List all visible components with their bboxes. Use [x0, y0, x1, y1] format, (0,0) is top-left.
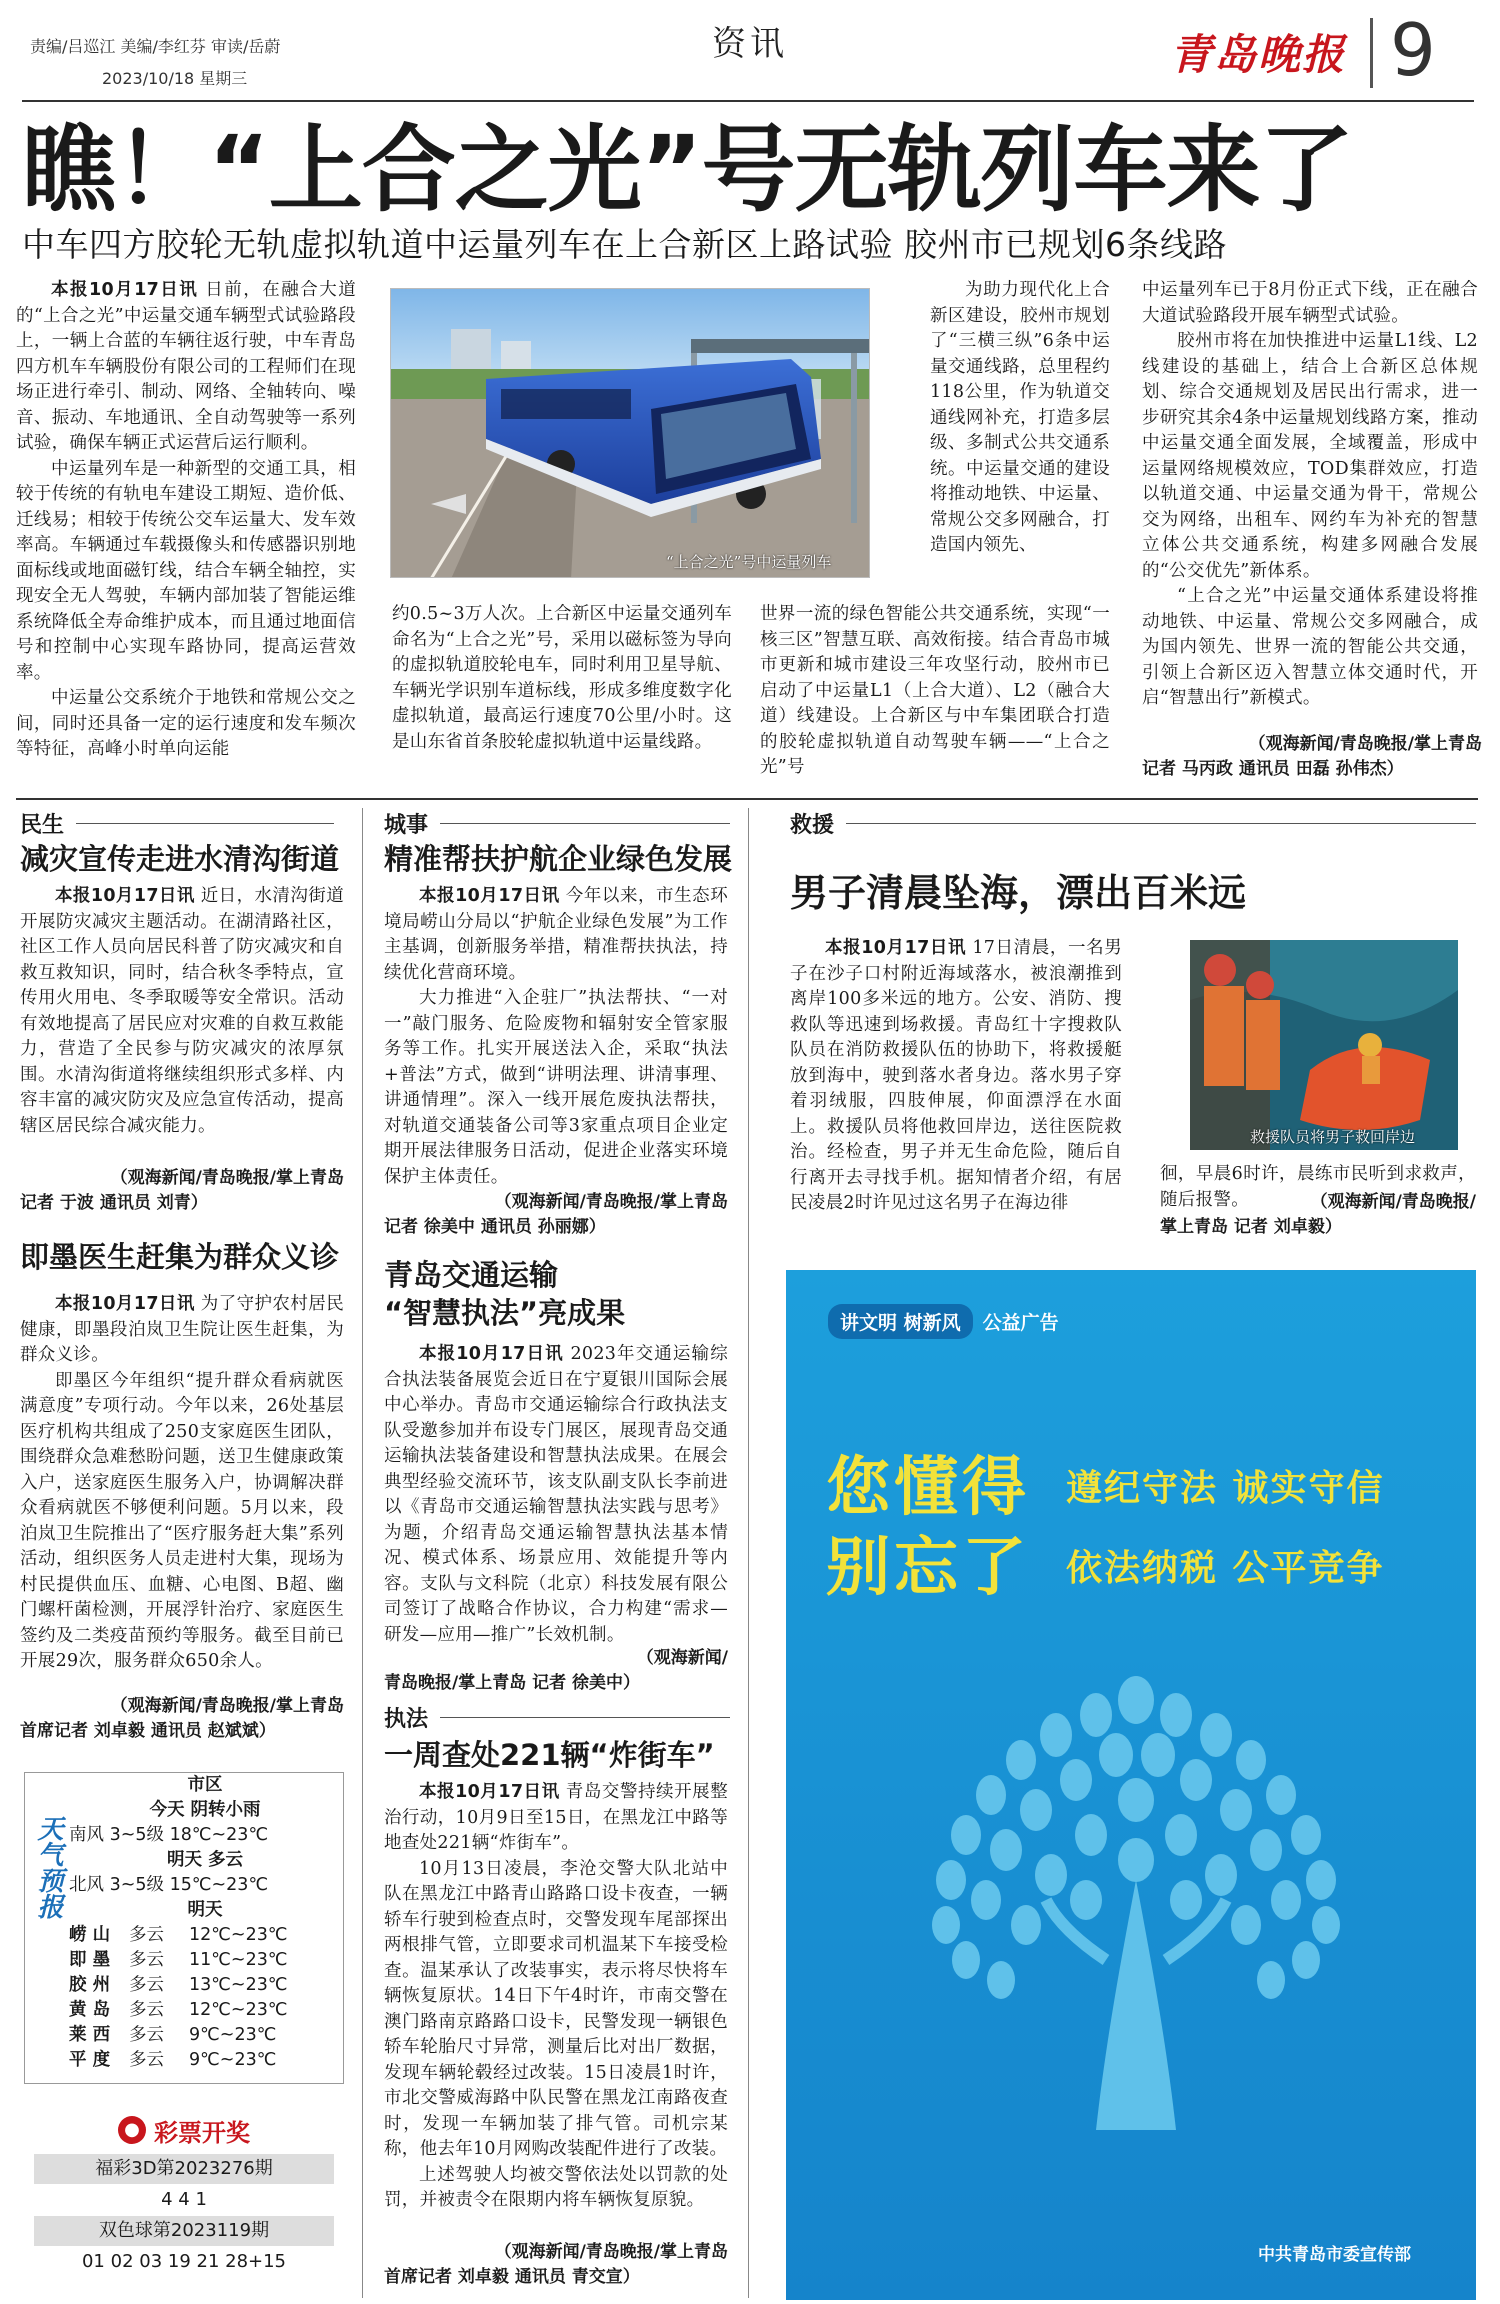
- a2-body: [20, 1292, 344, 1675]
- a3-body: [384, 884, 728, 1190]
- a1-body: [20, 884, 344, 1139]
- hands-tree-icon: [906, 1660, 1366, 2220]
- lottery-title: 彩票开奖: [154, 2118, 250, 2147]
- rescue-photo-caption: 救援队员将男子救回岸边: [1250, 1128, 1416, 1146]
- a4-title-line-1: 青岛交通运输: [384, 1258, 559, 1292]
- a2-credit-2: 首席记者 刘卓毅 通讯员 赵斌斌）: [20, 1721, 276, 1741]
- district-name: 平 度: [69, 2050, 111, 2070]
- weather-box: [24, 1772, 344, 2084]
- lead-subheadline: 中车四方胶轮无轨虚拟轨道中运量列车在上合新区上路试验 胶州市已规划6条线路: [22, 225, 1227, 264]
- weather-district-row: [69, 2023, 341, 2048]
- weather-city: 市区: [187, 1775, 223, 1795]
- section-name: 资讯: [712, 24, 788, 64]
- a6-tag-rule: [846, 823, 1476, 824]
- district-name: 黄 岛: [69, 2000, 111, 2020]
- lead-col-2: [392, 602, 732, 755]
- district-name: 胶 州: [69, 1975, 111, 1995]
- a5-para-1: 青岛交警持续开展整治行动，10月9日至15日，在黑龙江中路等地查处221辆“炸街车”。: [384, 1782, 729, 1853]
- district-sky: 多云: [129, 1925, 164, 1945]
- a4-title-line-2: “智慧执法”亮成果: [384, 1296, 626, 1330]
- district-sky: 多云: [129, 1950, 164, 1970]
- a3-credit-1: （观海新闻/青岛晚报/掌上青岛: [494, 1192, 728, 1212]
- district-temp: 9℃~23℃: [189, 2025, 277, 2045]
- ad-small-1: 遵纪守法 诚实守信: [1066, 1468, 1385, 1509]
- district-temp: 11℃~23℃: [189, 1950, 288, 1970]
- a3-credit: [384, 1190, 728, 1240]
- weather-district-row: [69, 2048, 341, 2073]
- a1-dateline: 本报10月17日讯: [55, 886, 195, 906]
- masthead-divider: [1370, 18, 1373, 88]
- weather-today-wind: 南风: [69, 1825, 104, 1845]
- district-sky: 多云: [129, 2000, 164, 2020]
- lead-para-7: “上合之光”中运量交通体系建设将推动地铁、中运量、常规公交多网融合，成为国内领先、世界一流的智能公共交通，引领上合新区迈入智慧立体交通时代，开启“智慧出行”新模式。: [1142, 586, 1478, 708]
- lead-para-3: 中运量公交系统介于地铁和常规公交之间，同时还具备一定的运行速度和发车频次等特征，高峰小时单向运能: [16, 688, 356, 759]
- a4-para-1: 2023年交通运输综合执法装备展览会近日在宁夏银川国际会展中心举办。青岛市交通运输综合行政执法支队受邀参加并布设专门展区，展现青岛交通运输执法装备建设和智慧执法成果。在展会典型经验交流环节，该支队副支队长李前进以《青岛市交通运输智慧执法实践与思考》为题，介绍青岛交通运输智慧执法基本情况、模式体系、场景应用、效能提升等内容。支队与文科院（北京）科技发展有限公司签订了战略合作协议，合力构建“需求—研发—应用—推广”长效机制。: [384, 1344, 728, 1645]
- a2-para-1: 为了守护农村居民健康，即墨段泊岚卫生院让医生赶集，为群众义诊。: [20, 1294, 344, 1365]
- lead-col-4: [1142, 278, 1478, 712]
- a4-credit-1: （观海新闻/: [636, 1648, 728, 1668]
- lead-credit-2: 记者 马丙政 通讯员 田磊 孙伟杰）: [1142, 759, 1404, 779]
- a3-dateline: 本报10月17日讯: [419, 886, 560, 906]
- a5-credit-2: 首席记者 刘卓毅 通讯员 青交宣）: [384, 2267, 640, 2287]
- lead-col-3b: [760, 602, 1110, 781]
- a5-para-3: 上述驾驶人均被交警依法处以罚款的处罚，并被责令在限期内将车辆恢复原貌。: [384, 2164, 728, 2210]
- fc3d-numbers: 4 4 1: [161, 2189, 207, 2210]
- district-temp: 13℃~23℃: [189, 1975, 288, 1995]
- a6-section-tag: 救援: [790, 813, 835, 838]
- lead-para-1: 日前，在融合大道的“上合之光”中运量交通车辆型式试验路段上，一辆上合蓝的车辆往返行驶，中车青岛四方机车车辆股份有限公司的工程师们在现场正进行牵引、制动、网络、全轴转向、噪音、振动、车地通讯、全自动驾驶等一系列试验，确保车辆正式运营后运行顺利。: [16, 280, 356, 453]
- lottery-header: [34, 2112, 334, 2148]
- lead-col-1: [16, 278, 356, 763]
- weather-tomorrow: 明天 多云: [166, 1850, 244, 1870]
- a6-dateline: 本报10月17日讯: [825, 938, 967, 958]
- a5-para-2: 10月13日凌晨，李沧交警大队北站中队在黑龙江中路青山路路口设卡夜查，一辆轿车行驶到检查点时，交警发现车尾部探出两根排气管，立即要求司机温某下车接受检查。温某承认了改装事实，表示将尽快将车辆恢复原状。14日下午4时许，市南交警在澳门路南京路路口设卡，民警发现一辆银色轿车轮胎尺寸异常，测量后比对出厂数据，发现车辆轮毂经过改装。15日凌晨1时许，市北交警威海路中队民警在黑龙江南路夜查时，发现一车辆加装了排气管。司机宗某称，他去年10月网购改装配件进行了改装。: [384, 1858, 728, 2159]
- paper-name-logo: 青岛晚报: [1170, 30, 1347, 79]
- a5-credit-1: （观海新闻/青岛晚报/掌上青岛: [494, 2242, 728, 2262]
- a6-para-1: 17日清晨，一名男子在沙子口村附近海域落水，被浪潮推到离岸100多米远的地方。公安、消防、搜救队等迅速到场救援。青岛红十字搜救队队员在消防救援队伍的协助下，将救援艇放到海中，驶到落水者身边。落水男子穿着羽绒服，四肢伸展，仰面漂浮在水面上。救援队员将他救回岸边，送往医院救治。经检查，男子并无生命危险，随后自行离开去寻找手机。据知情者介绍，有居民凌晨2时许见过这名男子在海边徘: [790, 938, 1122, 1213]
- lead-credit-1: （观海新闻/青岛晚报/掌上青岛: [1248, 734, 1482, 754]
- ssq-numbers: 01 02 03 19 21 28+15: [81, 2251, 287, 2272]
- lead-photo-caption: “上合之光”号中运量列车: [666, 553, 832, 571]
- a4-title: [384, 1256, 625, 1332]
- a4-credit-2: 青岛晚报/掌上青岛 记者 徐美中）: [384, 1673, 641, 1693]
- ad-small-2: 依法纳税 公平竞争: [1066, 1548, 1385, 1589]
- a6-credit-2: 掌上青岛 记者 刘卓毅）: [1160, 1217, 1342, 1237]
- weather-district-row: [69, 1973, 341, 1998]
- a1-credit: [20, 1166, 344, 1216]
- lead-headline: 瞧！“上合之光”号无轨列车来了: [22, 116, 1353, 225]
- ad-sponsor: 中共青岛市委宣传部: [1258, 2245, 1411, 2265]
- a1-section-tag: 民生: [20, 813, 65, 838]
- lead-bottom-rule: [16, 798, 1478, 800]
- ad-big-1: 您懂得: [826, 1451, 1030, 1525]
- rescue-illustration: [1190, 940, 1458, 1150]
- weather-tomorrow-wind: 北风: [69, 1875, 104, 1895]
- a2-credit-1: （观海新闻/青岛晚报/掌上青岛: [110, 1696, 344, 1716]
- weather-today-temp: 18℃~23℃: [169, 1825, 269, 1845]
- weather-tomorrow-row: [69, 1873, 341, 1898]
- ssq-label: 双色球第2023119期: [34, 2216, 334, 2246]
- a3-para-1: 今年以来，市生态环境局崂山分局以“护航企业绿色发展”为工作主基调，创新服务举措，精准帮扶执法，持续优化营商环境。: [384, 886, 729, 983]
- district-temp: 12℃~23℃: [189, 2000, 288, 2020]
- weather-side-title: 天气预报: [33, 1815, 63, 1919]
- lead-para-5: 中运量列车已于8月份正式下线，正在融合大道试验路段开展车辆型式试验。: [1142, 280, 1478, 326]
- district-sky: 多云: [129, 1975, 164, 1995]
- a6-credit-1: （观海新闻/青岛晚报/: [1310, 1192, 1476, 1212]
- a1-para-1: 近日，水清沟街道开展防灾减灾主题活动。在湖清路社区，社区工作人员向居民科普了防灾减灾和自救互救知识，同时，结合秋冬季特点，宣传用火用电、冬季取暖等安全常识。活动有效地提高了居民应对灾难的自救互救能力，营造了全民参与防灾减灾的浓厚氛围。水清沟街道将继续组织形式多样、内容丰富的减灾防灾及应急宣传活动，提高辖区居民综合减灾能力。: [20, 886, 344, 1136]
- weather-district-row: [69, 1923, 341, 1948]
- a6-title: 男子清晨坠海，漂出百米远: [790, 871, 1247, 915]
- district-name: 莱 西: [69, 2025, 111, 2045]
- lead-para-6: 胶州市将在加快推进中运量L1线、L2线建设的基础上，结合上合新区总体规划、综合交通规划及居民出行需求，进一步研究其余4条中运量规划线路方案，推动中运量交通全面发展，全域覆盖，形成中运量网络规模效应，TOD集群效应，打造以轨道交通、中运量交通为骨干，常规公交为网络，出租车、网约车为补充的智慧立体公共交通系统，构建多网融合发展的“公交优先”新体系。: [1142, 331, 1478, 581]
- col1-divider: [362, 808, 363, 2298]
- a6-para-1b: 徊，早晨6时许，晨练市民听到求救声，随后报警。: [1160, 1164, 1476, 1210]
- col2-divider: [748, 808, 749, 2298]
- a1-credit-1: （观海新闻/青岛晚报/掌上青岛: [110, 1168, 344, 1188]
- a1-title: 减灾宣传走进水清沟街道: [20, 842, 340, 876]
- a5-dateline: 本报10月17日讯: [419, 1782, 560, 1802]
- a3-tag-rule: [440, 823, 730, 824]
- lead-para-4b: 世界一流的绿色智能公共交通系统，实现“一核三区”智慧互联、高效衔接。结合青岛市城市更新和城市建设三年攻坚行动，胶州市已启动了中运量L1（上合大道）、L2（融合大道）线建设。上合新区与中车集团联合打造的胶轮虚拟轨道自动驾驶车辆——“上合之光”号: [760, 604, 1110, 777]
- weather-district-row: [69, 1948, 341, 1973]
- weather-tomorrow-2: 明天: [187, 1900, 223, 1920]
- a4-dateline: 本报10月17日讯: [419, 1344, 564, 1364]
- a2-credit: [20, 1694, 344, 1744]
- page-number: 9: [1390, 8, 1436, 92]
- a5-body: [384, 1780, 728, 2214]
- ad-tag-label: 公益广告: [982, 1312, 1059, 1334]
- ad-big-2: 别忘了: [826, 1531, 1030, 1605]
- lead-dateline: 本报10月17日讯: [51, 280, 199, 300]
- a3-section-tag: 城事: [384, 813, 429, 838]
- ad-tag: [828, 1304, 1059, 1339]
- a2-title: 即墨医生赶集为群众义诊: [20, 1240, 340, 1274]
- public-service-ad: [786, 1270, 1476, 2300]
- lead-para-2: 中运量列车是一种新型的交通工具，相较于传统的有轨电车建设工期短、造价低、迁线易；相较于传统公交车运量大、发车效率高。车辆通过车载摄像头和传感器识别地面标线或地面磁钉线，结合车辆全轴控，实现安全无人驾驶，车辆内部加装了智能运维系统降低全寿命维护成本，而且通过地面信号和控制中心实现车路协同，提高运营效率。: [16, 458, 356, 683]
- lottery-box: [34, 2112, 334, 2296]
- district-temp: 9℃~23℃: [189, 2050, 277, 2070]
- weather-today-level: 3~5级: [109, 1825, 165, 1845]
- district-temp: 12℃~23℃: [189, 1925, 288, 1945]
- train-illustration: [391, 289, 870, 578]
- district-name: 即 墨: [69, 1950, 111, 1970]
- ad-tag-pill: 讲文明 树新风: [828, 1304, 973, 1339]
- lead-photo: [390, 288, 870, 578]
- a5-section-tag: 执法: [384, 1707, 429, 1732]
- a4-body: [384, 1342, 728, 1648]
- weather-today: 今天 阴转小雨: [149, 1800, 261, 1820]
- weather-tomorrow-level: 3~5级: [109, 1875, 165, 1895]
- a4-credit: [384, 1646, 728, 1696]
- lead-col-3: [930, 278, 1110, 559]
- a1-tag-rule: [76, 823, 334, 824]
- masthead-rule: [22, 100, 1474, 102]
- editor-credits: 责编/吕巡江 美编/李红芬 审读/岳蔚: [30, 37, 281, 56]
- a5-credit: [384, 2240, 728, 2290]
- a3-title: 精准帮扶护航企业绿色发展: [384, 842, 733, 876]
- a3-para-2: 大力推进“入企驻厂”执法帮扶、“一对一”敲门服务、危险废物和辐射安全管家服务等工作。扎实开展送法入企，采取“执法+普法”方式，做到“讲明法理、讲清事理、讲通情理”。深入一线开展危废执法帮扶，对轨道交通装备公司等3家重点项目企业定期开展法律服务日活动，促进企业落实环境保护主体责任。: [384, 988, 728, 1187]
- weather-today-row: [69, 1823, 341, 1848]
- weather-tomorrow-temp: 15℃~23℃: [169, 1875, 269, 1895]
- district-name: 崂 山: [69, 1925, 111, 1945]
- a6-body: [790, 936, 1122, 1217]
- lead-credit: [1142, 732, 1482, 782]
- weather-district-row: [69, 1998, 341, 2023]
- a5-tag-rule: [440, 1717, 730, 1718]
- a1-credit-2: 记者 于波 通讯员 刘青）: [20, 1193, 208, 1213]
- lead-para-4: 为助力现代化上合新区建设，胶州市规划了“三横三纵”6条中运量交通线路，总里程约118公里，作为轨道交通线网补充，打造多层级、多制式公共交通系统。中运量交通的建设将推动地铁、中运量、常规公交多网融合，打造国内领先、: [930, 280, 1110, 555]
- issue-date: 2023/10/18 星期三: [102, 69, 248, 88]
- a2-para-2: 即墨区今年组织“提升群众看病就医满意度”专项行动。今年以来，26处基层医疗机构共组成了250支家庭医生团队，围绕群众急难愁盼问题，送卫生健康政策入户，送家庭医生服务入户，协调解决群众看病就医不够便利问题。5月以来，段泊岚卫生院推出了“医疗服务赶大集”系列活动，组织医务人员走进村大集，现场为村民提供血压、血糖、心电图、B超、幽门螺杆菌检测，开展浮针治疗、家庭医生签约及二类疫苗预约等服务。截至目前已开展29次，服务群众650余人。: [20, 1370, 344, 1671]
- rescue-photo: [1190, 940, 1458, 1150]
- fc3d-label: 福彩3D第2023276期: [34, 2154, 334, 2184]
- a5-title: 一周查处221辆“炸街车”: [384, 1738, 715, 1772]
- lottery-icon: ●: [118, 2116, 146, 2144]
- a2-dateline: 本报10月17日讯: [55, 1294, 195, 1314]
- lead-para-3b: 约0.5~3万人次。上合新区中运量交通列车命名为“上合之光”号，采用以磁标签为导向的虚拟轨道胶轮电车，同时利用卫星导航、车辆光学识别车道标线，形成多维度数字化虚拟轨道，最高运行速度70公里/小时。这是山东省首条胶轮虚拟轨道中运量线路。: [392, 604, 732, 752]
- a3-credit-2: 记者 徐美中 通讯员 孙丽娜）: [384, 1217, 606, 1237]
- district-sky: 多云: [129, 2050, 164, 2070]
- district-sky: 多云: [129, 2025, 164, 2045]
- a6-credit: [1160, 1190, 1476, 1240]
